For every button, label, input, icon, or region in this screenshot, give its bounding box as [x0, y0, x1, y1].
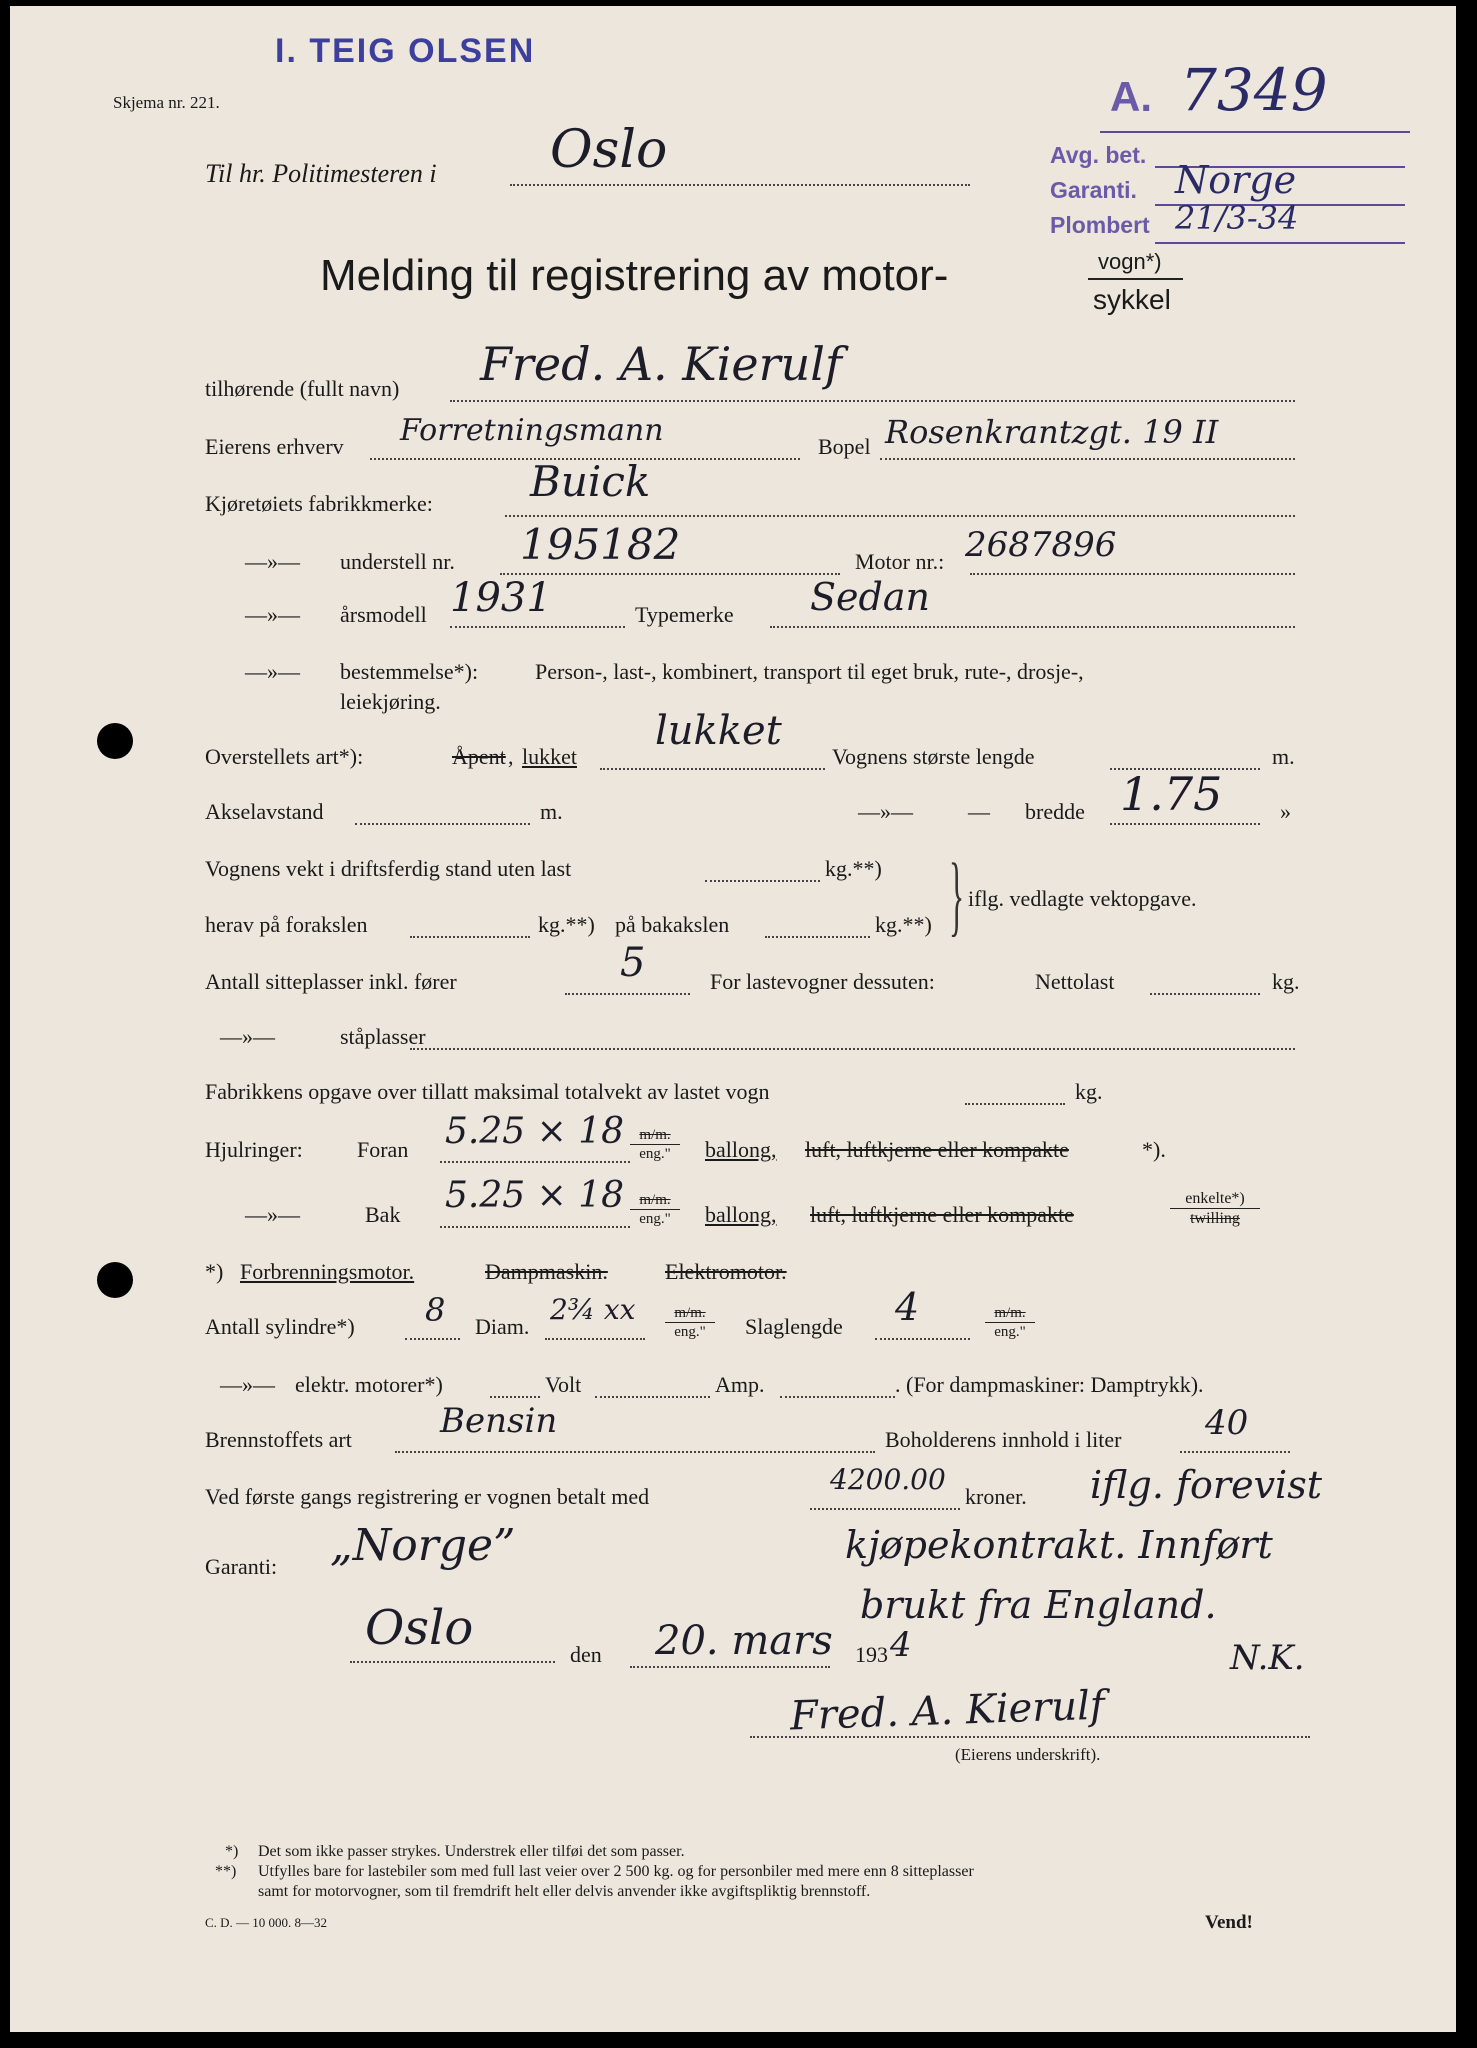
footnote-1-mark: *) — [225, 1843, 239, 1860]
wheelbase-unit: m. — [540, 799, 563, 824]
purpose-options-2: leiekjøring. — [340, 689, 441, 714]
motor-value: 2687896 — [965, 525, 1117, 565]
occupation-label: Eierens erhverv — [205, 434, 344, 459]
date-label: den — [570, 1642, 602, 1667]
chassis-value: 195182 — [520, 520, 681, 569]
stroke-units: m/m. eng." — [985, 1304, 1035, 1341]
stroke-value: 4 — [895, 1285, 920, 1329]
weight-note: iflg. vedlagte vektopgave. — [968, 886, 1197, 911]
print-code: C. D. — 10 000. 8—32 — [205, 1915, 328, 1930]
punch-hole-top — [97, 723, 133, 759]
maxweight-label: Fabrikkens opgave over tillatt maksimal totalvekt av lastet vogn — [205, 1079, 770, 1104]
addressee-value: Oslo — [550, 120, 668, 180]
owner-label: tilhørende (fullt navn) — [205, 376, 400, 401]
ditto-chassis: —»— — [245, 549, 300, 574]
standing-label: ståplasser — [340, 1024, 426, 1049]
occupation-value: Forretningsmann — [400, 413, 664, 448]
front-axle-label: herav på forakslen — [205, 912, 368, 937]
width-label: bredde — [1025, 799, 1085, 824]
diam-label: Diam. — [475, 1314, 530, 1339]
ditto-rear: —»— — [245, 1202, 300, 1227]
price-unit: kroner. — [965, 1484, 1027, 1509]
front-axle-unit: kg.**) — [538, 912, 595, 937]
cylinders-label: Antall sylindre*) — [205, 1314, 355, 1339]
margin-note-1: iflg. forevist — [1090, 1463, 1322, 1507]
rims-rear-types: luft, luftkjerne eller kompakte — [810, 1202, 1074, 1227]
stamp-label-guarantee: Garanti. — [1050, 177, 1137, 203]
volt-label: Volt — [545, 1372, 582, 1397]
engine-combustion: Forbrenningsmotor. — [240, 1259, 415, 1284]
engine-electric: Elektromotor. — [665, 1259, 787, 1284]
fuel-value: Bensin — [440, 1401, 558, 1441]
diam-units: m/m. eng." — [665, 1304, 715, 1341]
rims-single-twin: enkelte*) twilling — [1170, 1189, 1260, 1228]
width-unit: » — [1280, 799, 1291, 824]
tank-value: 40 — [1205, 1403, 1249, 1443]
netload-label: Nettolast — [1035, 969, 1115, 994]
registration-prefix: A. — [1110, 73, 1152, 120]
footnote-2-mark: **) — [215, 1863, 237, 1880]
owner-value: Fred. A. Kierulf — [480, 337, 842, 391]
make-value: Buick — [530, 457, 651, 506]
ditto-width: —»— — [858, 799, 913, 824]
weight-brace: } — [949, 846, 965, 945]
steam-note: . (For dampmaskiner: Damptrykk). — [895, 1372, 1204, 1397]
diam-value: 2¾ xx — [550, 1293, 636, 1326]
ditto-standing: —»— — [220, 1024, 275, 1049]
rear-axle-unit: kg.**) — [875, 912, 932, 937]
rims-rear-units: m/m. eng." — [630, 1191, 680, 1228]
owner-signature: Fred. A. Kierulf — [789, 1682, 1106, 1740]
amp-label: Amp. — [715, 1372, 765, 1397]
weight-label: Vognens vekt i driftsferdig stand uten last — [205, 856, 572, 881]
rims-front-units: m/m. eng." — [630, 1126, 680, 1163]
weight-unit: kg.**) — [825, 856, 882, 881]
punch-hole-bottom — [97, 1262, 133, 1298]
stamp-value-guarantee: Norge — [1175, 158, 1297, 202]
purpose-label: bestemmelse*): — [340, 659, 479, 684]
netload-unit: kg. — [1272, 969, 1300, 994]
ditto-year: —»— — [245, 602, 300, 627]
stroke-label: Slaglengde — [745, 1314, 843, 1339]
guarantee-label: Garanti: — [205, 1554, 278, 1579]
registration-number: 7349 — [1180, 56, 1328, 124]
title-option-cycle: sykkel — [1093, 284, 1171, 315]
rims-front-close: *). — [1142, 1137, 1166, 1162]
stamp-label-sealed: Plombert — [1050, 212, 1150, 238]
signature-caption: (Eierens underskrift). — [955, 1745, 1101, 1764]
rims-front-value: 5.25 × 18 — [445, 1111, 625, 1152]
residence-value: Rosenkrantzgt. 19 II — [885, 413, 1219, 451]
rims-front-types: luft, luftkjerne eller kompakte — [805, 1137, 1069, 1162]
cylinders-value: 8 — [425, 1291, 446, 1329]
type-value: Sedan — [810, 575, 930, 619]
guarantee-value: „Norge” — [330, 1520, 516, 1571]
year-prefix: 193 — [855, 1642, 888, 1667]
addressee-label: Til hr. Politimesteren i — [205, 159, 437, 188]
rims-rear-label: Bak — [365, 1202, 401, 1227]
ditto-electric: —»— — [220, 1372, 275, 1397]
engine-steam: Dampmaskin. — [485, 1259, 608, 1284]
margin-note-4: N.K. — [1230, 1638, 1305, 1678]
make-label: Kjøretøiets fabrikkmerke: — [205, 491, 433, 516]
title-option-car: vogn*) — [1098, 249, 1162, 274]
wheelbase-label: Akselavstand — [205, 799, 324, 824]
form-title: Melding til registrering av motor- — [320, 251, 949, 300]
stamp-value-sealed: 21/3-34 — [1175, 199, 1299, 237]
footnote-2-text: Utfylles bare for lastebiler som med full last veier over 2 500 kg. og for personbiler med mere enn 8 sitteplasser — [258, 1863, 974, 1880]
seats-label: Antall sitteplasser inkl. fører — [205, 969, 457, 994]
year-label: årsmodell — [340, 602, 427, 627]
owner-name-stamp: I. TEIG OLSEN — [275, 32, 536, 70]
fuel-label: Brennstoffets art — [205, 1427, 352, 1452]
length-unit: m. — [1272, 744, 1295, 769]
body-label: Overstellets art*): — [205, 744, 364, 769]
purpose-options: Person-, last-, kombinert, transport til eget bruk, rute-, drosje-, — [535, 659, 1084, 684]
form-page: I. TEIG OLSEN Skjema nr. 221. A. 7349 Avg. bet. Garanti. Norge Plombert 21/3-34 Til hr. Politimesteren i Oslo Melding til registrering av motor- vogn*) sykkel tilhørende (fullt navn) Fred. A. Kierulf Eierens erhverv Forretningsmann Bopel Rosenkrantzgt. 19 II Kjøretøiets fabrikkmerke: Buick —»— understell nr. 195182 Motor nr.: 2687896 —»— årsmodell 1931 Typemerke Sedan —»— bestemmelse*): Person-, last-, kombinert, transport til eget bruk, rute-, drosje-, leiekjøring. Overstellets art*): Åpent , lukket lukket Vognens største lengde m. Akselavstand m. —»— — bredde 1.75 » Vognens vekt i driftsferdig stand uten last kg.**) herav på forakslen kg.**) på bakakslen kg.**) } iflg. vedlagte vektopgave. Antall sitteplasser inkl. fører 5 For lastevogner dessuten: Nettolast kg. —»— ståplasser Fabrikkens opgave over tillatt maksimal totalvekt av lastet vogn kg. Hjulringer: Foran 5.25 × 18 m/m. eng." ballong, luft, luftkjerne eller kompakte *). —»— Bak 5.25 × 18 m/m. eng." ballong, luft, luftkjerne eller kompakte enkelte*) twilling *) Forbrenningsmotor. Dampmaskin. Elektromotor. Antall sylindre*) 8 Diam. 2¾ xx m/m. eng." Slaglengde 4 m/m. eng." —»— elektr. motorer*) Volt Amp. . (For dampmaskiner: Damptrykk). Brennstoffets art Bensin Boholderens innhold i liter 40 Ved første gangs registrering er vognen betalt med 4200.00 kroner. Garanti: „Norge” Oslo den 20. mars 193 4 iflg. forevist kjøpekontrakt. Innført brukt fra England. N.K. Fred. A. Kierulf (Eierens underskrift). *) Det som ikke passer strykes. Understrek eller tilføi det som passer. **) Utfylles bare for lastebiler som med full last veier over 2 500 kg. og for personbiler med mere enn 8 sitteplasser samt for motorvogner, som til fremdrift helt eller delvis anvender ikke avgiftspliktig brennstoff. C. D. — 10 000. 8—32 Vend! — [10, 6, 1456, 2032]
length-label: Vognens største lengde — [832, 744, 1035, 769]
place-value: Oslo — [365, 1600, 474, 1656]
form-number: Skjema nr. 221. — [113, 93, 220, 112]
electric-label: elektr. motorer*) — [295, 1372, 443, 1397]
stamp-rule — [1100, 131, 1410, 133]
type-label: Typemerke — [635, 602, 734, 627]
price-label: Ved første gangs registrering er vognen betalt med — [205, 1484, 650, 1509]
turn-over: Vend! — [1205, 1912, 1253, 1933]
maxweight-unit: kg. — [1075, 1079, 1103, 1104]
date-value: 20. mars — [655, 1618, 833, 1664]
motor-label: Motor nr.: — [855, 549, 945, 574]
rims-front-label: Foran — [357, 1137, 409, 1162]
rims-front-balloon: ballong, — [705, 1137, 777, 1162]
stamp-label-paid: Avg. bet. — [1050, 142, 1147, 168]
year-suffix: 4 — [890, 1625, 912, 1665]
footnote-3-text: samt for motorvogner, som til fremdrift helt eller delvis anvender ikke avgiftspliktig brennstoff. — [258, 1883, 871, 1900]
ditto-purpose: —»— — [245, 659, 300, 684]
body-closed: lukket — [522, 744, 577, 769]
residence-label: Bopel — [818, 434, 871, 459]
seats-value: 5 — [620, 940, 646, 986]
price-value: 4200.00 — [830, 1463, 946, 1496]
chassis-label: understell nr. — [340, 549, 455, 574]
rims-rear-balloon: ballong, — [705, 1202, 777, 1227]
rims-rear-value: 5.25 × 18 — [445, 1175, 625, 1216]
year-value: 1931 — [450, 575, 552, 621]
rear-axle-label: på bakakslen — [615, 912, 730, 937]
body-open: Åpent — [452, 744, 506, 769]
margin-note-2: kjøpekontrakt. Innført — [845, 1523, 1273, 1567]
engine-mark: *) — [205, 1259, 224, 1284]
tank-label: Boholderens innhold i liter — [885, 1427, 1122, 1452]
width-value: 1.75 — [1120, 767, 1223, 821]
truck-label: For lastevogner dessuten: — [710, 969, 935, 994]
rims-label: Hjulringer: — [205, 1137, 303, 1162]
margin-note-3: brukt fra England. — [860, 1583, 1217, 1627]
footnote-1-text: Det som ikke passer strykes. Understrek eller tilføi det som passer. — [258, 1843, 685, 1860]
body-value: lukket — [655, 708, 782, 754]
